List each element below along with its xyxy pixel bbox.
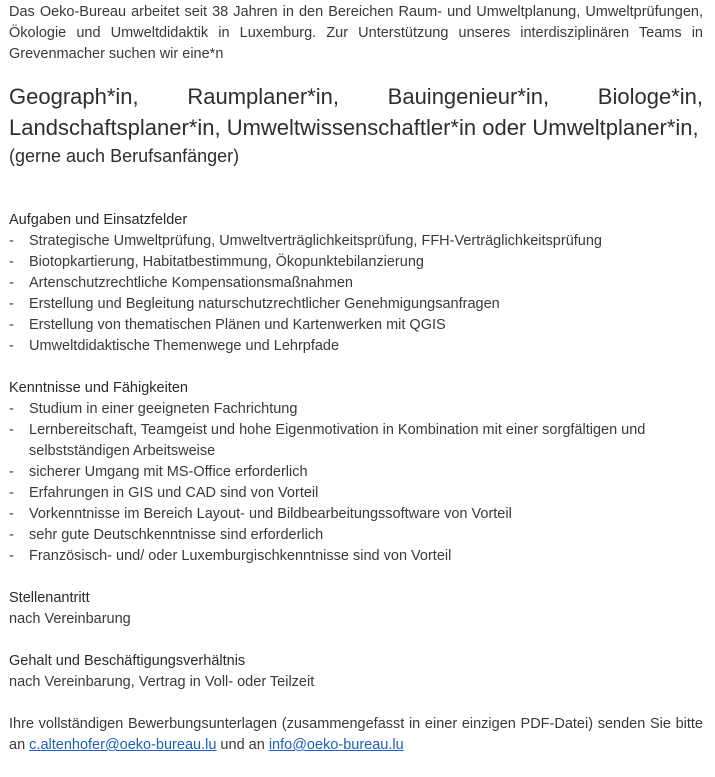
list-item [9,525,703,546]
list-item [9,336,703,357]
tasks-heading: Aufgaben und Einsatzfelder [9,212,188,228]
list-item-text: Strategische Umweltprüfung, Umweltverträglichkeitsprüfung, FFH-Verträglichkeitsprüfung [29,233,602,249]
list-item-text: Erstellung und Begleitung naturschutzrechtlicher Genehmigungsanfragen [29,296,500,312]
skills-heading: Kenntnisse und Fähigkeiten [9,380,188,396]
list-item [9,231,703,252]
dash-bullet-icon: - [9,527,14,543]
skills-section [9,378,703,567]
job-subtitle: (gerne auch Berufsanfänger) [9,146,240,166]
dash-bullet-icon: - [9,254,14,270]
dash-bullet-icon: - [9,548,14,564]
list-item [9,462,703,483]
job-title: Geograph*in, Raumplaner*in, Bauingenieur*in, Biologe*in, Landschaftsplaner*in, Umweltwissenschaftler*in oder Umweltplaner*in, [9,84,703,140]
list-item [9,252,703,273]
dash-bullet-icon: - [9,317,14,333]
list-item-text: Erfahrungen in GIS und CAD sind von Vorteil [29,485,319,501]
dash-bullet-icon: - [9,401,14,417]
application-connector: und an [216,737,269,753]
dash-bullet-icon: - [9,338,14,354]
dash-bullet-icon: - [9,296,14,312]
list-item-text: Artenschutzrechtliche Kompensationsmaßnahmen [29,275,353,291]
list-item-text: Erstellung von thematischen Plänen und Kartenwerken mit QGIS [29,317,446,333]
list-item-text: Vorkenntnisse im Bereich Layout- und Bildbearbeitungssoftware von Vorteil [29,506,512,522]
dash-bullet-icon: - [9,464,14,480]
list-item-text: Biotopkartierung, Habitatbestimmung, Ökopunktebilanzierung [29,254,424,270]
intro-paragraph: Das Oeko-Bureau arbeitet seit 38 Jahren in den Bereichen Raum- und Umweltplanung, Umweltprüfungen, Ökologie und Umweltdidaktik in Luxemburg. Zur Unterstützung unseres interdisziplinären Teams in Grevenmacher suchen wir eine*n [9,4,703,62]
list-item-text: sehr gute Deutschkenntnisse sind erforderlich [29,527,324,543]
list-item [9,399,703,420]
list-item-text: sicherer Umgang mit MS-Office erforderlich [29,464,308,480]
list-item-text: Umweltdidaktische Themenwege und Lehrpfade [29,338,340,354]
list-item [9,315,703,336]
start-section [9,588,703,630]
skills-list [9,399,703,567]
start-text: nach Vereinbarung [9,611,131,627]
dash-bullet-icon: - [9,275,14,291]
list-item [9,546,703,567]
list-item [9,420,703,462]
list-item [9,294,703,315]
tasks-section [9,210,703,357]
dash-bullet-icon: - [9,506,14,522]
start-heading: Stellenantritt [9,590,90,606]
application-paragraph [9,714,703,756]
dash-bullet-icon: - [9,233,14,249]
list-item-text: Französisch- und/ oder Luxemburgischkenntnisse sind von Vorteil [29,548,452,564]
email-link-info[interactable]: info@oeko-bureau.lu [268,737,404,753]
tasks-list [9,231,703,357]
list-item-text: Lernbereitschaft, Teamgeist und hohe Eigenmotivation in Kombination mit einer sorgfältigen und selbstständigen Arbeitsweise [29,422,646,459]
salary-text: nach Vereinbarung, Vertrag in Voll- oder Teilzeit [9,674,315,690]
list-item-text: Studium in einer geeigneten Fachrichtung [29,401,298,417]
dash-bullet-icon: - [9,422,14,438]
dash-bullet-icon: - [9,485,14,501]
application-text: Ihre vollständigen Bewerbungsunterlagen (zusammengefasst in einer einzigen PDF-Datei) senden Sie bitte an [9,716,703,753]
salary-heading: Gehalt und Beschäftigungsverhältnis [9,653,246,669]
list-item [9,483,703,504]
list-item [9,504,703,525]
email-link-altenhofer[interactable]: c.altenhofer@oeko-bureau.lu [29,737,217,753]
list-item [9,273,703,294]
salary-section [9,651,703,693]
